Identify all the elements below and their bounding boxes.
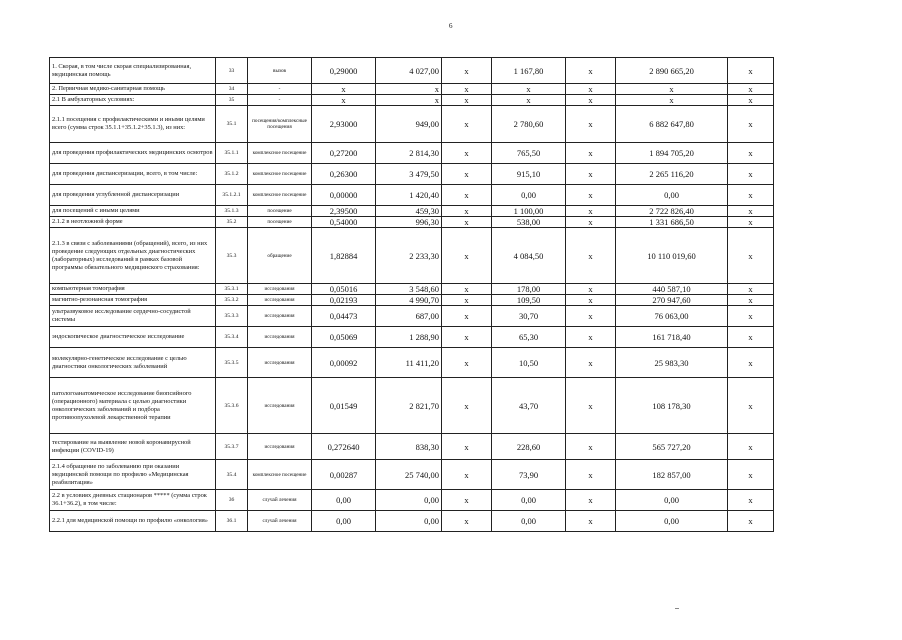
cell-c3: х bbox=[566, 348, 616, 378]
cell-name: для проведения диспансеризации, всего, в том числе: bbox=[50, 164, 216, 185]
cell-c2: 1 100,00 bbox=[492, 206, 566, 217]
cell-norm: 0,01549 bbox=[312, 378, 376, 434]
cell-c4: 565 727,20 bbox=[616, 434, 728, 460]
cell-c2: 765,50 bbox=[492, 143, 566, 164]
cell-c5: х bbox=[728, 106, 774, 143]
cell-unit: исследования bbox=[248, 284, 312, 295]
table-row bbox=[50, 143, 774, 164]
cell-c4: 2 265 116,20 bbox=[616, 164, 728, 185]
table-body bbox=[50, 58, 774, 532]
cell-c5: х bbox=[728, 58, 774, 84]
cell-c1: х bbox=[442, 378, 492, 434]
cell-c2: 228,60 bbox=[492, 434, 566, 460]
cell-c3: х bbox=[566, 295, 616, 306]
cell-norm: 0,26300 bbox=[312, 164, 376, 185]
cell-c3: х bbox=[566, 164, 616, 185]
cell-norm: 0,05069 bbox=[312, 327, 376, 348]
cell-c1: х bbox=[442, 185, 492, 206]
cell-c1: х bbox=[442, 228, 492, 284]
cell-c5: х bbox=[728, 327, 774, 348]
cell-c1: х bbox=[442, 460, 492, 490]
cell-c2: 0,00 bbox=[492, 490, 566, 511]
cell-code: 35.3.6 bbox=[216, 378, 248, 434]
table-row bbox=[50, 284, 774, 295]
cell-name: тестирование на выявление новой коронавирусной инфекции (COVID-19) bbox=[50, 434, 216, 460]
cell-norm: 0,00287 bbox=[312, 460, 376, 490]
cell-c4: 1 331 686,50 bbox=[616, 217, 728, 228]
cell-c3: х bbox=[566, 327, 616, 348]
cell-norm: 0,00000 bbox=[312, 185, 376, 206]
table-row bbox=[50, 511, 774, 532]
cell-c3: х bbox=[566, 217, 616, 228]
cell-c4: 440 587,10 bbox=[616, 284, 728, 295]
cell-c1: х bbox=[442, 143, 492, 164]
table-row bbox=[50, 228, 774, 284]
cell-c5: х bbox=[728, 164, 774, 185]
cell-c5: х bbox=[728, 434, 774, 460]
cell-unit: комплексное посещение bbox=[248, 164, 312, 185]
cell-c5: х bbox=[728, 378, 774, 434]
cell-cost: 2 814,30 bbox=[376, 143, 442, 164]
table-row bbox=[50, 185, 774, 206]
cell-cost: 11 411,20 bbox=[376, 348, 442, 378]
cell-c5: х bbox=[728, 295, 774, 306]
cell-c2: 0,00 bbox=[492, 185, 566, 206]
cell-code: 35.1.2.1 bbox=[216, 185, 248, 206]
cell-c3: х bbox=[566, 185, 616, 206]
cell-cost: 687,00 bbox=[376, 306, 442, 327]
cell-c1: х bbox=[442, 206, 492, 217]
cell-cost: 2 821,70 bbox=[376, 378, 442, 434]
cell-cost: 459,30 bbox=[376, 206, 442, 217]
cell-c4: 76 063,00 bbox=[616, 306, 728, 327]
cell-c3: х bbox=[566, 206, 616, 217]
cell-cost: 949,00 bbox=[376, 106, 442, 143]
cell-norm: 2,39500 bbox=[312, 206, 376, 217]
table-row bbox=[50, 378, 774, 434]
cell-unit: исследования bbox=[248, 348, 312, 378]
cell-c3: х bbox=[566, 228, 616, 284]
cell-norm: 0,00092 bbox=[312, 348, 376, 378]
cell-code: 35.4 bbox=[216, 460, 248, 490]
cell-c3: х bbox=[566, 460, 616, 490]
cell-name: для посещений с иными целями bbox=[50, 206, 216, 217]
cell-name: 2.2.1 для медицинской помощи по профилю «онкология» bbox=[50, 511, 216, 532]
cell-unit: посещение bbox=[248, 217, 312, 228]
cell-c3: х bbox=[566, 511, 616, 532]
cell-unit: вызов bbox=[248, 58, 312, 84]
cell-unit: - bbox=[248, 95, 312, 106]
cell-name: для проведения углубленной диспансеризации bbox=[50, 185, 216, 206]
cell-code: 34 bbox=[216, 84, 248, 95]
cell-name: для проведения профилактических медицинских осмотров bbox=[50, 143, 216, 164]
cell-c3: х bbox=[566, 434, 616, 460]
table-row bbox=[50, 460, 774, 490]
cell-c4: 270 947,60 bbox=[616, 295, 728, 306]
cell-cost: 4 027,00 bbox=[376, 58, 442, 84]
cell-c2: 178,00 bbox=[492, 284, 566, 295]
cell-c3: х bbox=[566, 306, 616, 327]
cell-cost: 0,00 bbox=[376, 511, 442, 532]
cell-c1: х bbox=[442, 84, 492, 95]
scan-mark bbox=[675, 608, 679, 609]
cell-code: 35 bbox=[216, 95, 248, 106]
cell-c2: х bbox=[492, 84, 566, 95]
cell-name: магнитно-резонансная томография bbox=[50, 295, 216, 306]
cell-c4: 2 722 826,40 bbox=[616, 206, 728, 217]
cell-c4: 2 890 665,20 bbox=[616, 58, 728, 84]
cell-c5: х bbox=[728, 306, 774, 327]
cell-c2: 4 084,50 bbox=[492, 228, 566, 284]
cell-unit: случай лечения bbox=[248, 511, 312, 532]
cell-c1: х bbox=[442, 434, 492, 460]
cell-name: 2.1 В амбулаторных условиях: bbox=[50, 95, 216, 106]
cell-c4: х bbox=[616, 84, 728, 95]
cell-unit: комплексное посещение bbox=[248, 143, 312, 164]
cell-code: 35.1.2 bbox=[216, 164, 248, 185]
cell-norm: 1,82884 bbox=[312, 228, 376, 284]
cell-name: 2.1.4 обращение по заболеванию при оказании медицинской помощи по профилю «Медицинская реабилитация» bbox=[50, 460, 216, 490]
cell-c4: 0,00 bbox=[616, 185, 728, 206]
cell-c2: 73,90 bbox=[492, 460, 566, 490]
cell-name: эндоскопическое диагностическое исследование bbox=[50, 327, 216, 348]
cell-name: 2. Первичная медико-санитарная помощь bbox=[50, 84, 216, 95]
cell-norm: х bbox=[312, 95, 376, 106]
cell-code: 35.3.5 bbox=[216, 348, 248, 378]
cell-unit: исследования bbox=[248, 378, 312, 434]
cell-c1: х bbox=[442, 306, 492, 327]
cell-c3: х bbox=[566, 143, 616, 164]
cell-name: 2.1.3 в связи с заболеваниями (обращений), всего, из них проведение следующих отдельных диагностических (лабораторных) исследований в рамках базовой программы обязательного медицинского страхования: bbox=[50, 228, 216, 284]
table-row bbox=[50, 164, 774, 185]
cell-c4: 161 718,40 bbox=[616, 327, 728, 348]
cell-norm: 0,54000 bbox=[312, 217, 376, 228]
cell-c5: х bbox=[728, 84, 774, 95]
cell-name: 1. Скорая, в том числе скорая специализированная, медицинская помощь bbox=[50, 58, 216, 84]
cell-unit: исследования bbox=[248, 295, 312, 306]
cell-code: 35.3.7 bbox=[216, 434, 248, 460]
cell-c3: х bbox=[566, 106, 616, 143]
cell-code: 35.1.1 bbox=[216, 143, 248, 164]
cell-c5: х bbox=[728, 228, 774, 284]
table-row bbox=[50, 306, 774, 327]
cell-c4: 6 882 647,80 bbox=[616, 106, 728, 143]
cell-c5: х bbox=[728, 206, 774, 217]
cell-c1: х bbox=[442, 490, 492, 511]
cell-c1: х bbox=[442, 58, 492, 84]
cell-c4: 0,00 bbox=[616, 490, 728, 511]
cell-c4: 0,00 bbox=[616, 511, 728, 532]
cell-code: 35.3.3 bbox=[216, 306, 248, 327]
cell-unit: комплексное посещение bbox=[248, 185, 312, 206]
cell-cost: 838,30 bbox=[376, 434, 442, 460]
cell-c4: х bbox=[616, 95, 728, 106]
cell-c5: х bbox=[728, 95, 774, 106]
cell-code: 35.3 bbox=[216, 228, 248, 284]
cell-code: 35.3.4 bbox=[216, 327, 248, 348]
cell-c2: 0,00 bbox=[492, 511, 566, 532]
table-row bbox=[50, 95, 774, 106]
cell-c5: х bbox=[728, 348, 774, 378]
cell-cost: 3 548,60 bbox=[376, 284, 442, 295]
cell-cost: 4 990,70 bbox=[376, 295, 442, 306]
cell-name: молекулярно-генетическое исследование с целью диагностики онкологических заболеваний bbox=[50, 348, 216, 378]
cell-c1: х bbox=[442, 217, 492, 228]
cell-norm: 0,29000 bbox=[312, 58, 376, 84]
table-row bbox=[50, 348, 774, 378]
cell-c1: х bbox=[442, 164, 492, 185]
cell-cost: х bbox=[376, 84, 442, 95]
data-table bbox=[49, 57, 774, 532]
page-number: 6 bbox=[449, 22, 453, 30]
cell-code: 33 bbox=[216, 58, 248, 84]
table-row bbox=[50, 217, 774, 228]
cell-code: 35.3.1 bbox=[216, 284, 248, 295]
cell-code: 35.2 bbox=[216, 217, 248, 228]
cell-cost: 0,00 bbox=[376, 490, 442, 511]
cell-c4: 182 857,00 bbox=[616, 460, 728, 490]
cell-unit: посещение bbox=[248, 206, 312, 217]
cell-cost: 1 288,90 bbox=[376, 327, 442, 348]
cell-c5: х bbox=[728, 143, 774, 164]
cell-c1: х bbox=[442, 295, 492, 306]
table-row bbox=[50, 206, 774, 217]
cell-norm: 2,93000 bbox=[312, 106, 376, 143]
cell-c3: х bbox=[566, 284, 616, 295]
table-row bbox=[50, 295, 774, 306]
cell-c2: 915,10 bbox=[492, 164, 566, 185]
cell-c4: 108 178,30 bbox=[616, 378, 728, 434]
cell-c4: 1 894 705,20 bbox=[616, 143, 728, 164]
cell-c3: х bbox=[566, 490, 616, 511]
cell-code: 35.1 bbox=[216, 106, 248, 143]
cell-unit: - bbox=[248, 84, 312, 95]
cell-norm: 0,00 bbox=[312, 511, 376, 532]
cell-cost: 3 479,50 bbox=[376, 164, 442, 185]
cell-c2: 10,50 bbox=[492, 348, 566, 378]
table-row bbox=[50, 84, 774, 95]
cell-code: 36 bbox=[216, 490, 248, 511]
cell-cost: х bbox=[376, 95, 442, 106]
cell-c3: х bbox=[566, 58, 616, 84]
cell-c1: х bbox=[442, 106, 492, 143]
cell-unit: случай лечения bbox=[248, 490, 312, 511]
cell-name: 2.1.2 в неотложной форме bbox=[50, 217, 216, 228]
table-row bbox=[50, 327, 774, 348]
cell-c4: 10 110 019,60 bbox=[616, 228, 728, 284]
table-row bbox=[50, 58, 774, 84]
cell-norm: 0,04473 bbox=[312, 306, 376, 327]
cell-code: 35.1.3 bbox=[216, 206, 248, 217]
cell-c5: х bbox=[728, 460, 774, 490]
cell-name: 2.2 в условиях дневных стационаров ***** (сумма строк 36.1+36.2), в том числе: bbox=[50, 490, 216, 511]
cell-cost: 996,30 bbox=[376, 217, 442, 228]
cell-code: 36.1 bbox=[216, 511, 248, 532]
cell-unit: исследования bbox=[248, 306, 312, 327]
cell-c2: 65,30 bbox=[492, 327, 566, 348]
cell-norm: 0,02193 bbox=[312, 295, 376, 306]
cell-cost: 1 420,40 bbox=[376, 185, 442, 206]
cell-cost: 25 740,00 bbox=[376, 460, 442, 490]
cell-c3: х bbox=[566, 95, 616, 106]
cell-unit: посещения/комплексные посещения bbox=[248, 106, 312, 143]
cell-name: компьютерная томография bbox=[50, 284, 216, 295]
cell-c2: 538,00 bbox=[492, 217, 566, 228]
cell-c2: х bbox=[492, 95, 566, 106]
cell-name: патологоанатомическое исследование биопсийного (операционного) материала с целью диагностики онкологических заболеваний и подбора противоопухолевой лекарственной терапии bbox=[50, 378, 216, 434]
cell-norm: 0,05016 bbox=[312, 284, 376, 295]
cell-c3: х bbox=[566, 84, 616, 95]
cell-c2: 30,70 bbox=[492, 306, 566, 327]
table-row bbox=[50, 106, 774, 143]
table-row bbox=[50, 434, 774, 460]
cell-c3: х bbox=[566, 378, 616, 434]
cell-unit: исследования bbox=[248, 434, 312, 460]
cell-unit: комплексное посещение bbox=[248, 460, 312, 490]
cell-name: ультразвуковое исследование сердечно-сосудистой системы bbox=[50, 306, 216, 327]
cell-c1: х bbox=[442, 284, 492, 295]
cell-norm: х bbox=[312, 84, 376, 95]
cell-name: 2.1.1 посещения с профилактическими и иными целями всего (сумма строк 35.1.1+35.1.2+35.1.3), из них: bbox=[50, 106, 216, 143]
cell-c5: х bbox=[728, 490, 774, 511]
table-row bbox=[50, 490, 774, 511]
cell-c1: х bbox=[442, 511, 492, 532]
cell-c2: 43,70 bbox=[492, 378, 566, 434]
cell-c1: х bbox=[442, 95, 492, 106]
cell-c5: х bbox=[728, 284, 774, 295]
cell-c5: х bbox=[728, 217, 774, 228]
cell-norm: 0,00 bbox=[312, 490, 376, 511]
cell-c1: х bbox=[442, 327, 492, 348]
cell-c2: 1 167,80 bbox=[492, 58, 566, 84]
cell-c2: 109,50 bbox=[492, 295, 566, 306]
cell-c4: 25 983,30 bbox=[616, 348, 728, 378]
cell-c5: х bbox=[728, 511, 774, 532]
cell-code: 35.3.2 bbox=[216, 295, 248, 306]
cell-unit: обращение bbox=[248, 228, 312, 284]
cell-cost: 2 233,30 bbox=[376, 228, 442, 284]
cell-unit: исследования bbox=[248, 327, 312, 348]
cell-norm: 0,27200 bbox=[312, 143, 376, 164]
cell-norm: 0,272640 bbox=[312, 434, 376, 460]
cell-c1: х bbox=[442, 348, 492, 378]
cell-c5: х bbox=[728, 185, 774, 206]
cell-c2: 2 780,60 bbox=[492, 106, 566, 143]
